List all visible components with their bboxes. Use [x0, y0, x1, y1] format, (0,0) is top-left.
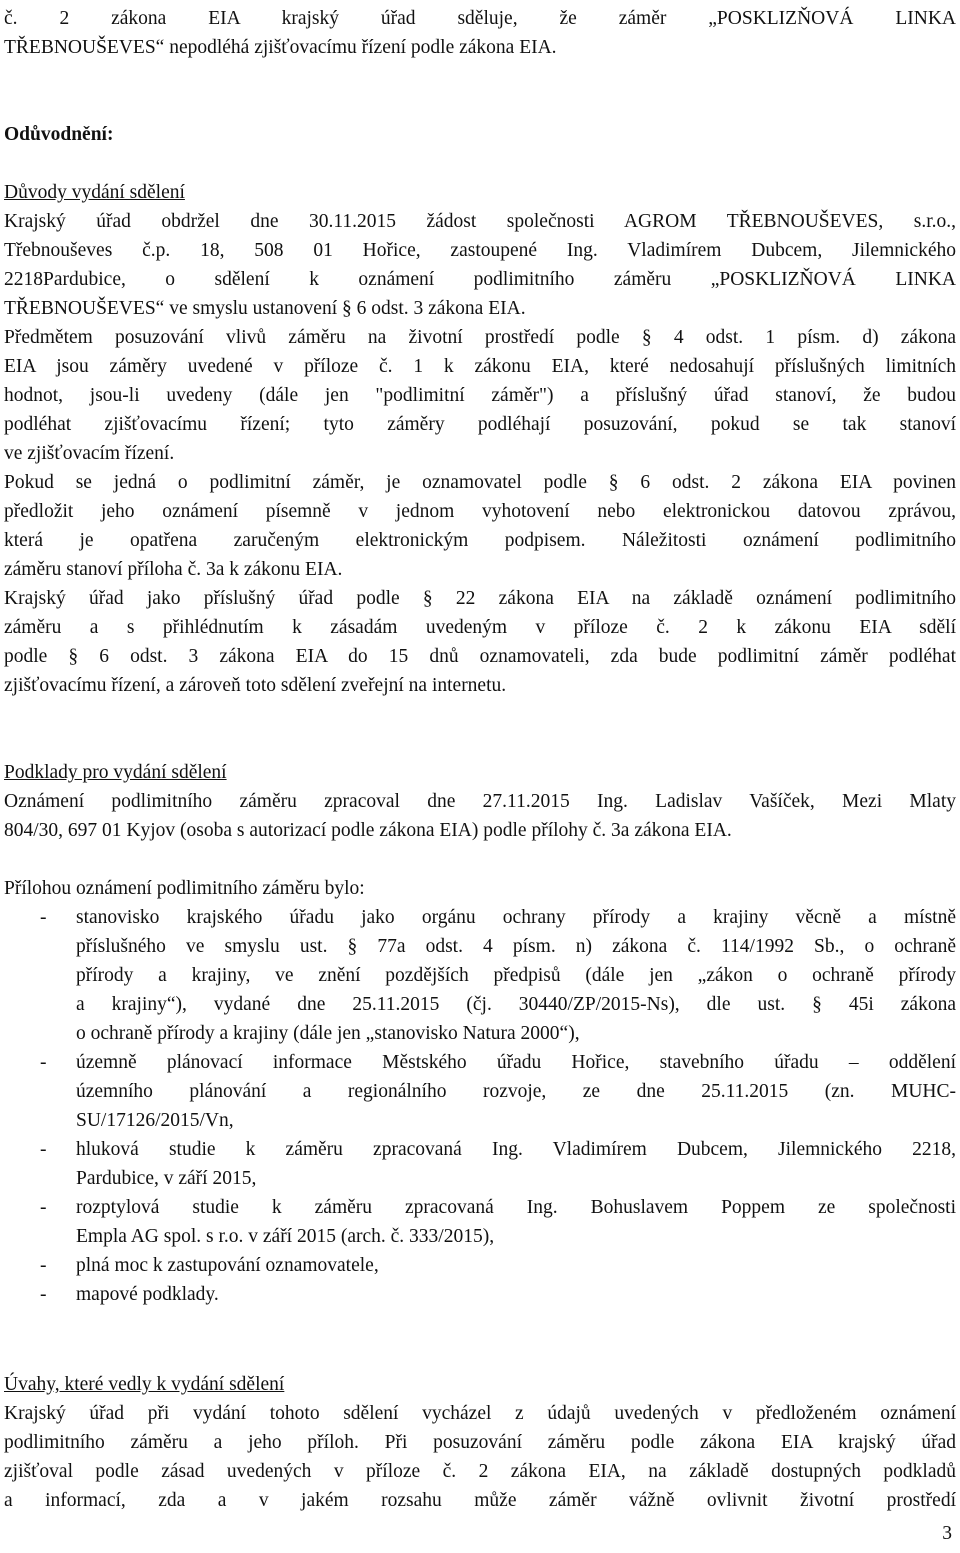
page-number: 3 — [942, 1523, 952, 1544]
list-dash: - — [40, 1284, 47, 1305]
list-line: a krajiny“), vydané dne 25.11.2015 (čj. 30440/ZP/2015-Ns), dle ust. § 45i zákona — [76, 994, 956, 1015]
list-line: Empla AG spol. s r.o. v září 2015 (arch. č. 333/2015), — [76, 1226, 495, 1247]
list-line: přírody a krajiny, ve znění pozdějších předpisů (dále jen „zákon o ochraně přírody — [76, 965, 956, 986]
list-item — [4, 1280, 956, 1309]
paragraph-line: podléhat zjišťovacímu řízení; tyto záměry podléhají posuzování, pokud se tak stanoví — [4, 414, 956, 435]
list-line: rozptylová studie k záměru zpracovaná Ing. Bohuslavem Poppem ze společnosti — [76, 1197, 956, 1218]
paragraph-line: EIA jsou záměry uvedené v příloze č. 1 k zákonu EIA, které nedosahují příslušných limitních — [4, 356, 956, 377]
list-line: SU/17126/2015/Vn, — [76, 1110, 234, 1131]
duvody-section — [4, 178, 956, 700]
podklady-heading: Podklady pro vydání sdělení — [4, 762, 227, 783]
paragraph-line: Pokud se jedná o podlimitní záměr, je oznamovatel podle § 6 odst. 2 zákona EIA povinen — [4, 472, 956, 493]
prilohy-section — [4, 874, 956, 1309]
list-line: mapové podklady. — [76, 1284, 219, 1305]
list-item — [4, 1193, 956, 1251]
paragraph-line: TŘEBNOUŠEVES“ ve smyslu ustanovení § 6 odst. 3 zákona EIA. — [4, 298, 526, 319]
list-dash: - — [40, 1197, 47, 1218]
intro-line: č. 2 zákona EIA krajský úřad sděluje, že záměr „POSKLIZŇOVÁ LINKA — [4, 8, 956, 29]
paragraph-line: a informací, zda a v jakém rozsahu může záměr vážně ovlivnit životní prostředí — [4, 1490, 956, 1511]
duvody-heading: Důvody vydání sdělení — [4, 182, 185, 203]
list-line: územního plánování a regionálního rozvoje, ze dne 25.11.2015 (zn. MUHC- — [76, 1081, 956, 1102]
paragraph-line: Krajský úřad při vydání tohoto sdělení vycházel z údajů uvedených v předloženém oznámení — [4, 1403, 956, 1424]
uvahy-section — [4, 1370, 956, 1515]
paragraph-line: ve zjišťovacím řízení. — [4, 443, 175, 464]
list-item — [4, 1048, 956, 1135]
uvahy-heading: Úvahy, které vedly k vydání sdělení — [4, 1374, 285, 1395]
paragraph-line: podlimitního záměru a jeho příloh. Při posuzování záměru podle zákona EIA krajský úřad — [4, 1432, 956, 1453]
paragraph-line: zjišťovacímu řízení, a zároveň toto sdělení zveřejní na internetu. — [4, 675, 507, 696]
list-line: o ochraně přírody a krajiny (dále jen „stanovisko Natura 2000“), — [76, 1023, 580, 1044]
paragraph-line: předložit jeho oznámení písemně v jednom vyhotovení nebo elektronickou datovou zprávou, — [4, 501, 956, 522]
list-dash: - — [40, 1052, 47, 1073]
list-dash: - — [40, 907, 47, 928]
list-item — [4, 1135, 956, 1193]
oduvodneni-heading: Odůvodnění: — [4, 124, 114, 145]
paragraph-line: Předmětem posuzování vlivů záměru na životní prostředí podle § 4 odst. 1 písm. d) zákona — [4, 327, 956, 348]
list-item — [4, 1251, 956, 1280]
paragraph-line: podle § 6 odst. 3 zákona EIA do 15 dnů oznamovateli, zda bude podlimitní záměr podléhat — [4, 646, 956, 667]
list-line: příslušného ve smyslu ust. § 77a odst. 4 písm. n) zákona č. 114/1992 Sb., o ochraně — [76, 936, 956, 957]
paragraph-line: Krajský úřad jako příslušný úřad podle § 22 zákona EIA na základě oznámení podlimitního — [4, 588, 956, 609]
paragraph-line: 804/30, 697 01 Kyjov (osoba s autorizací podle zákona EIA) podle přílohy č. 3a zákona EIA. — [4, 820, 732, 841]
paragraph-line: Oznámení podlimitního záměru zpracoval dne 27.11.2015 Ing. Ladislav Vašíček, Mezi Mlaty — [4, 791, 956, 812]
list-line: územně plánovací informace Městského úřadu Hořice, stavebního úřadu – oddělení — [76, 1052, 956, 1073]
paragraph-line: zjišťoval podle zásad uvedených v příloze č. 2 zákona EIA, na základě dostupných podkladů — [4, 1461, 956, 1482]
podklady-section — [4, 758, 956, 845]
list-line: stanovisko krajského úřadu jako orgánu ochrany přírody a krajiny věcně a místně — [76, 907, 956, 928]
list-dash: - — [40, 1255, 47, 1276]
list-line: hluková studie k záměru zpracovaná Ing. Vladimírem Dubcem, Jilemnického 2218, — [76, 1139, 956, 1160]
paragraph-line: Třebnouševes č.p. 18, 508 01 Hořice, zastoupené Ing. Vladimírem Dubcem, Jilemnického — [4, 240, 956, 261]
prilohy-heading: Přílohou oznámení podlimitního záměru bylo: — [4, 878, 365, 899]
list-line: plná moc k zastupování oznamovatele, — [76, 1255, 379, 1276]
intro-statement — [4, 4, 956, 62]
paragraph-line: 2218Pardubice, o sdělení k oznámení podlimitního záměru „POSKLIZŇOVÁ LINKA — [4, 269, 956, 290]
paragraph-line: záměru stanoví příloha č. 3a k zákonu EIA. — [4, 559, 343, 580]
paragraph-line: hodnot, jsou-li uvedeny (dále jen "podlimitní záměr") a příslušný úřad stanoví, že budou — [4, 385, 956, 406]
paragraph-line: záměru a s přihlédnutím k zásadám uvedeným v příloze č. 2 k zákonu EIA sdělí — [4, 617, 956, 638]
paragraph-line: která je opatřena zaručeným elektronickým podpisem. Náležitosti oznámení podlimitního — [4, 530, 956, 551]
list-dash: - — [40, 1139, 47, 1160]
list-item — [4, 903, 956, 1048]
paragraph-line: Krajský úřad obdržel dne 30.11.2015 žádost společnosti AGROM TŘEBNOUŠEVES, s.r.o., — [4, 211, 956, 232]
list-line: Pardubice, v září 2015, — [76, 1168, 257, 1189]
intro-line: TŘEBNOUŠEVES“ nepodléhá zjišťovacímu řízení podle zákona EIA. — [4, 37, 557, 58]
